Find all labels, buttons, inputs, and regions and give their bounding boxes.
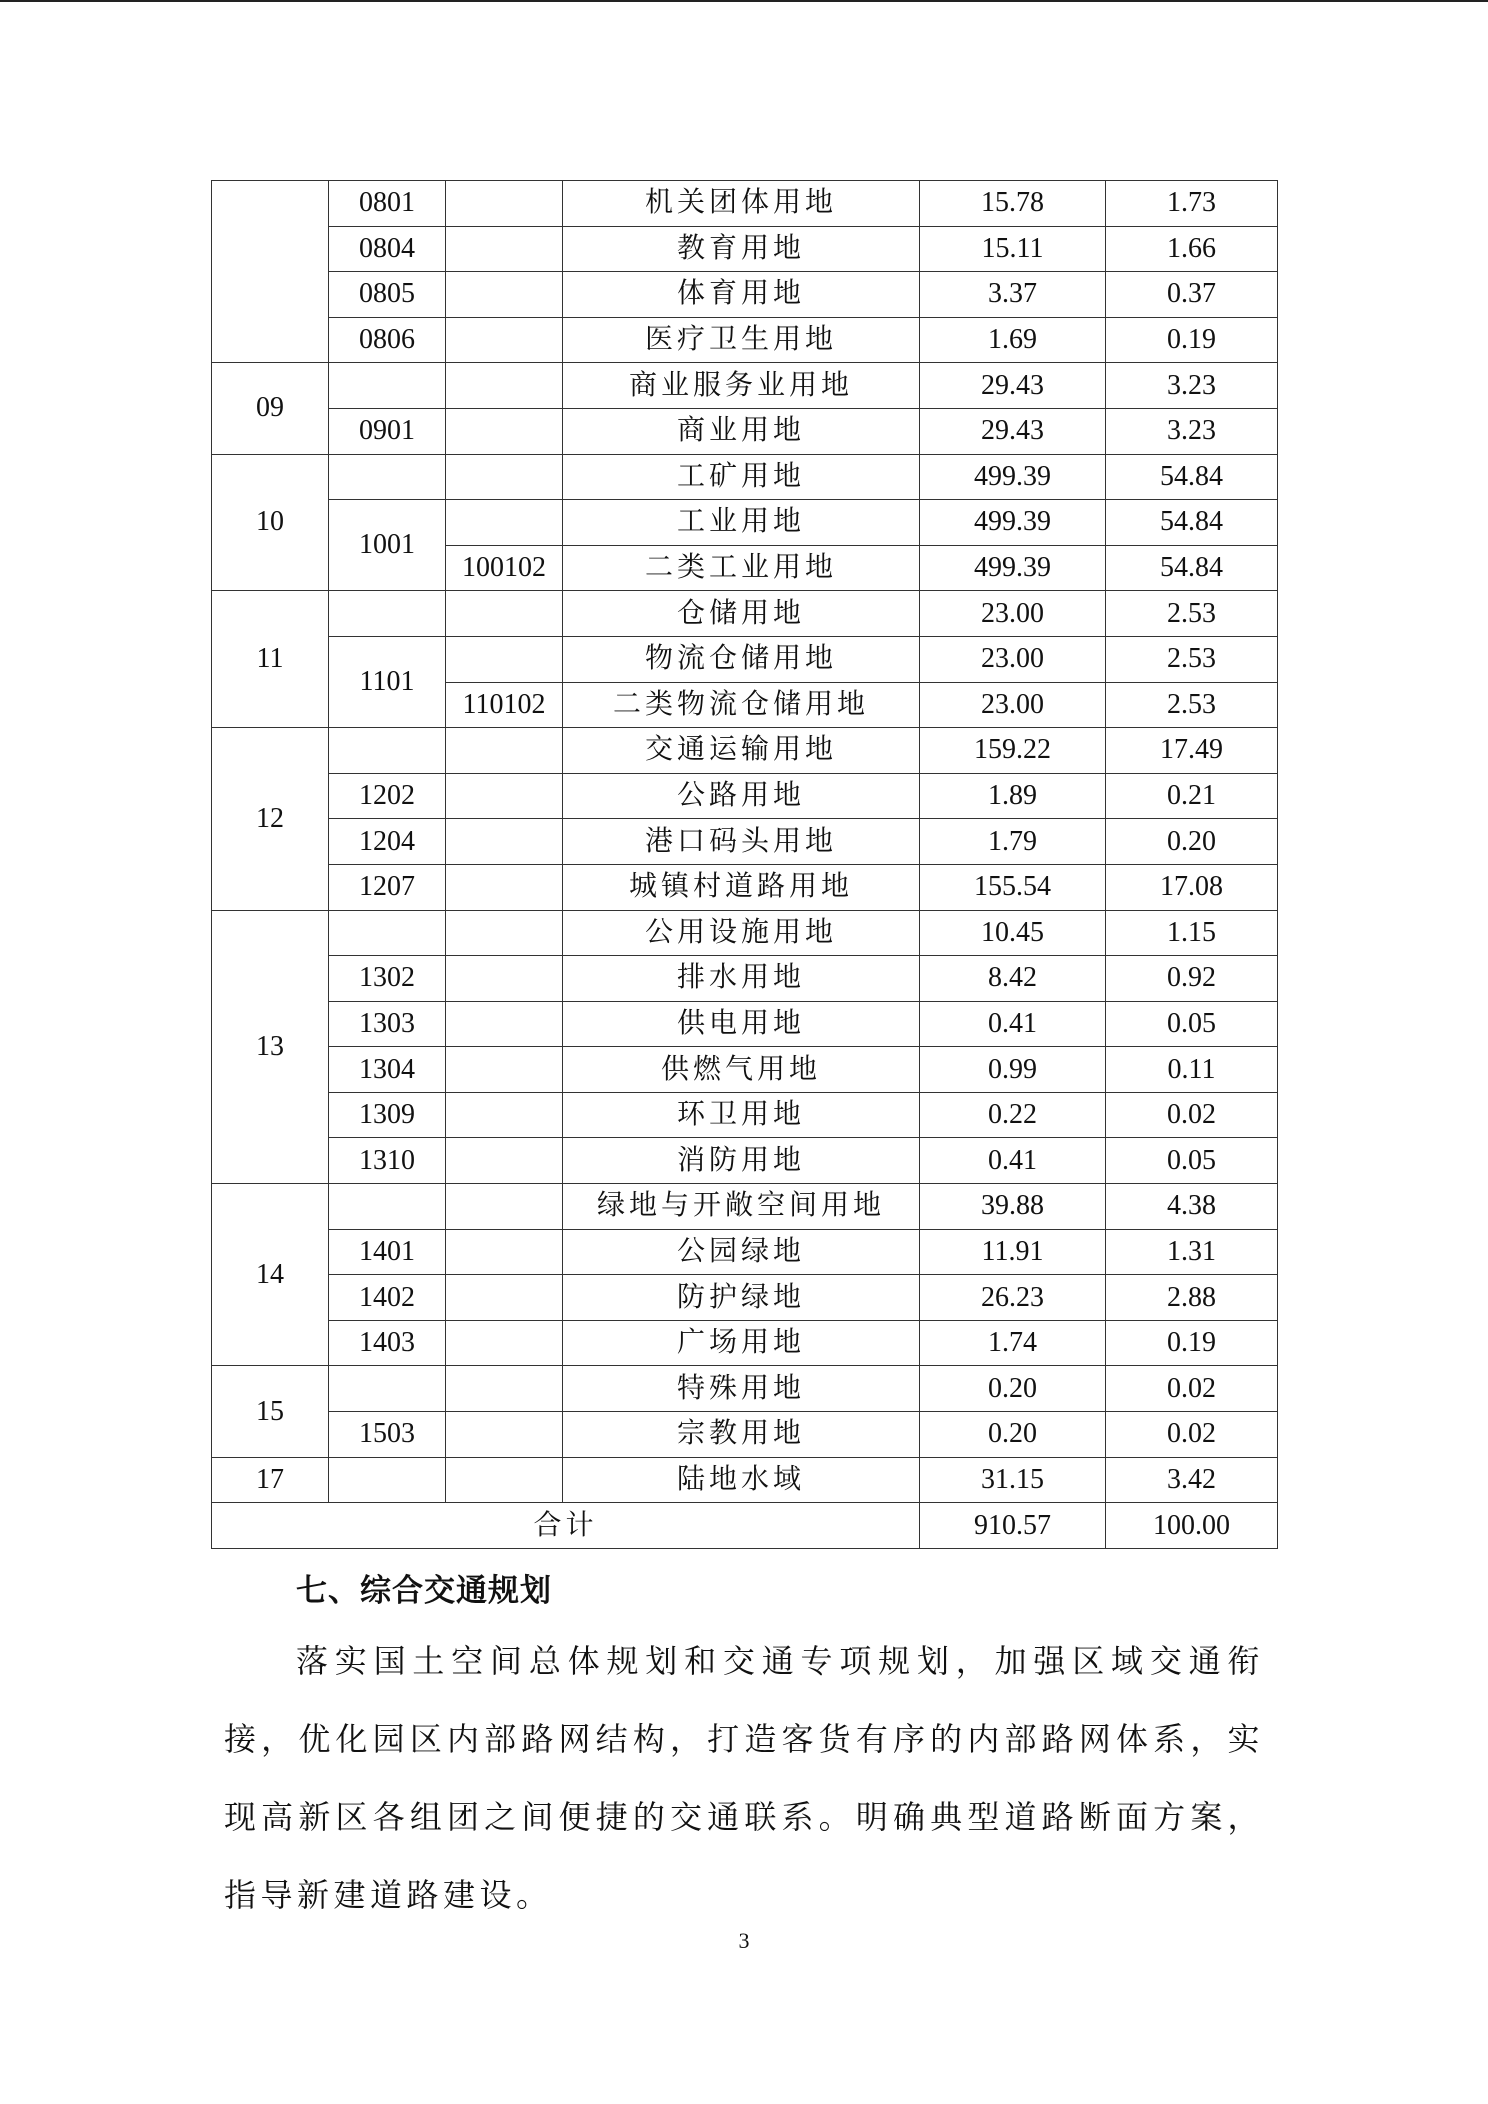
area-cell: 23.00	[920, 591, 1106, 637]
percentage-cell: 3.23	[1106, 408, 1278, 454]
detail-code-cell	[446, 181, 563, 227]
land-use-name-cell: 防护绿地	[563, 1275, 920, 1321]
area-cell: 159.22	[920, 728, 1106, 774]
detail-code-cell	[446, 1001, 563, 1047]
detail-code-cell	[446, 636, 563, 682]
land-use-name-cell: 特殊用地	[563, 1366, 920, 1412]
category-code-cell: 10	[212, 454, 329, 591]
area-cell: 0.41	[920, 1138, 1106, 1184]
land-use-name-cell: 物流仓储用地	[563, 636, 920, 682]
percentage-cell: 0.21	[1106, 773, 1278, 819]
subcategory-code-cell: 1304	[329, 1047, 446, 1093]
area-cell: 29.43	[920, 363, 1106, 409]
land-use-name-cell: 城镇村道路用地	[563, 864, 920, 910]
page-number: 3	[738, 1928, 750, 1953]
detail-code-cell	[446, 1092, 563, 1138]
subcategory-code-cell: 1204	[329, 819, 446, 865]
area-cell: 0.20	[920, 1412, 1106, 1458]
table-row	[212, 956, 1278, 1002]
area-cell: 499.39	[920, 454, 1106, 500]
subcategory-code-cell: 1402	[329, 1275, 446, 1321]
section-paragraph: 落实国土空间总体规划和交通专项规划，加强区域交通衔接，优化园区内部路网结构，打造客货有序的内部路网体系，实现高新区各组团之间便捷的交通联系。明确典型道路断面方案，指导新建道路建设。	[224, 1643, 1264, 1913]
subcategory-code-cell: 0805	[329, 272, 446, 318]
category-code-cell: 09	[212, 363, 329, 454]
category-code-cell: 14	[212, 1184, 329, 1366]
land-use-name-cell: 二类工业用地	[563, 545, 920, 591]
land-use-name-cell: 港口码头用地	[563, 819, 920, 865]
subcategory-code-cell: 1101	[329, 636, 446, 727]
detail-code-cell	[446, 1457, 563, 1503]
percentage-cell: 0.02	[1106, 1092, 1278, 1138]
percentage-cell: 1.15	[1106, 910, 1278, 956]
table-row	[212, 500, 1278, 546]
table-row	[212, 454, 1278, 500]
detail-code-cell	[446, 773, 563, 819]
detail-code-cell	[446, 500, 563, 546]
detail-code-cell	[446, 819, 563, 865]
table-row	[212, 181, 1278, 227]
area-cell: 0.41	[920, 1001, 1106, 1047]
total-row	[212, 1503, 1278, 1549]
percentage-cell: 2.88	[1106, 1275, 1278, 1321]
detail-code-cell	[446, 1412, 563, 1458]
table-row	[212, 1320, 1278, 1366]
category-code-cell: 15	[212, 1366, 329, 1457]
category-code-cell: 11	[212, 591, 329, 728]
land-use-name-cell: 消防用地	[563, 1138, 920, 1184]
subcategory-code-cell	[329, 1366, 446, 1412]
percentage-cell: 1.73	[1106, 181, 1278, 227]
land-use-table-body	[212, 181, 1278, 1549]
table-row	[212, 910, 1278, 956]
land-use-name-cell: 机关团体用地	[563, 181, 920, 227]
detail-code-cell	[446, 1138, 563, 1184]
land-use-name-cell: 陆地水域	[563, 1457, 920, 1503]
subcategory-code-cell: 1310	[329, 1138, 446, 1184]
table-row	[212, 363, 1278, 409]
land-use-name-cell: 环卫用地	[563, 1092, 920, 1138]
land-use-name-cell: 教育用地	[563, 226, 920, 272]
detail-code-cell	[446, 454, 563, 500]
table-row	[212, 1092, 1278, 1138]
area-cell: 10.45	[920, 910, 1106, 956]
area-cell: 39.88	[920, 1184, 1106, 1230]
detail-code-cell	[446, 226, 563, 272]
land-use-name-cell: 仓储用地	[563, 591, 920, 637]
land-use-name-cell: 二类物流仓储用地	[563, 682, 920, 728]
land-use-name-cell: 工矿用地	[563, 454, 920, 500]
area-cell: 23.00	[920, 682, 1106, 728]
land-use-name-cell: 公用设施用地	[563, 910, 920, 956]
percentage-cell: 0.05	[1106, 1001, 1278, 1047]
category-code-cell: 13	[212, 910, 329, 1184]
subcategory-code-cell	[329, 1457, 446, 1503]
land-use-name-cell: 公路用地	[563, 773, 920, 819]
table-row	[212, 728, 1278, 774]
table-row	[212, 408, 1278, 454]
category-code-cell: 12	[212, 728, 329, 910]
area-cell: 155.54	[920, 864, 1106, 910]
subcategory-code-cell: 1401	[329, 1229, 446, 1275]
subcategory-code-cell: 1303	[329, 1001, 446, 1047]
land-use-name-cell: 公园绿地	[563, 1229, 920, 1275]
land-use-name-cell: 商业用地	[563, 408, 920, 454]
area-cell: 15.78	[920, 181, 1106, 227]
percentage-cell: 54.84	[1106, 454, 1278, 500]
area-cell: 23.00	[920, 636, 1106, 682]
area-cell: 3.37	[920, 272, 1106, 318]
percentage-cell: 0.02	[1106, 1412, 1278, 1458]
detail-code-cell	[446, 864, 563, 910]
area-cell: 499.39	[920, 545, 1106, 591]
section-heading: 七、综合交通规划	[296, 1573, 552, 1609]
land-use-name-cell: 供燃气用地	[563, 1047, 920, 1093]
category-code-cell	[212, 181, 329, 363]
subcategory-code-cell	[329, 363, 446, 409]
land-use-name-cell: 工业用地	[563, 500, 920, 546]
detail-code-cell: 100102	[446, 545, 563, 591]
area-cell: 0.22	[920, 1092, 1106, 1138]
table-row	[212, 1184, 1278, 1230]
subcategory-code-cell: 0801	[329, 181, 446, 227]
percentage-cell: 17.08	[1106, 864, 1278, 910]
table-row	[212, 819, 1278, 865]
total-percentage-cell: 100.00	[1106, 1503, 1278, 1549]
percentage-cell: 2.53	[1106, 636, 1278, 682]
subcategory-code-cell: 1207	[329, 864, 446, 910]
percentage-cell: 0.19	[1106, 317, 1278, 363]
detail-code-cell	[446, 363, 563, 409]
land-use-name-cell: 宗教用地	[563, 1412, 920, 1458]
table-row	[212, 1366, 1278, 1412]
detail-code-cell	[446, 1275, 563, 1321]
percentage-cell: 0.02	[1106, 1366, 1278, 1412]
subcategory-code-cell	[329, 728, 446, 774]
detail-code-cell	[446, 956, 563, 1002]
subcategory-code-cell: 1202	[329, 773, 446, 819]
percentage-cell: 54.84	[1106, 545, 1278, 591]
total-area-cell: 910.57	[920, 1503, 1106, 1549]
percentage-cell: 0.92	[1106, 956, 1278, 1002]
detail-code-cell	[446, 272, 563, 318]
table-row	[212, 1047, 1278, 1093]
area-cell: 499.39	[920, 500, 1106, 546]
table-row	[212, 636, 1278, 682]
detail-code-cell	[446, 1184, 563, 1230]
area-cell: 15.11	[920, 226, 1106, 272]
land-use-table	[211, 180, 1278, 1549]
area-cell: 8.42	[920, 956, 1106, 1002]
table-row	[212, 1412, 1278, 1458]
land-use-name-cell: 绿地与开敞空间用地	[563, 1184, 920, 1230]
percentage-cell: 2.53	[1106, 591, 1278, 637]
table-row	[212, 317, 1278, 363]
subcategory-code-cell: 0901	[329, 408, 446, 454]
percentage-cell: 0.05	[1106, 1138, 1278, 1184]
detail-code-cell	[446, 1047, 563, 1093]
area-cell: 29.43	[920, 408, 1106, 454]
land-use-name-cell: 体育用地	[563, 272, 920, 318]
area-cell: 0.99	[920, 1047, 1106, 1093]
table-row	[212, 1138, 1278, 1184]
table-row	[212, 864, 1278, 910]
page-top-border	[0, 0, 1488, 2]
land-use-name-cell: 供电用地	[563, 1001, 920, 1047]
area-cell: 1.89	[920, 773, 1106, 819]
subcategory-code-cell	[329, 910, 446, 956]
table-row	[212, 226, 1278, 272]
land-use-name-cell: 广场用地	[563, 1320, 920, 1366]
area-cell: 11.91	[920, 1229, 1106, 1275]
percentage-cell: 1.31	[1106, 1229, 1278, 1275]
subcategory-code-cell	[329, 454, 446, 500]
subcategory-code-cell	[329, 1184, 446, 1230]
land-use-name-cell: 商业服务业用地	[563, 363, 920, 409]
subcategory-code-cell: 1001	[329, 500, 446, 591]
subcategory-code-cell: 1403	[329, 1320, 446, 1366]
detail-code-cell	[446, 408, 563, 454]
area-cell: 1.69	[920, 317, 1106, 363]
subcategory-code-cell	[329, 591, 446, 637]
area-cell: 1.74	[920, 1320, 1106, 1366]
percentage-cell: 0.20	[1106, 819, 1278, 865]
percentage-cell: 0.37	[1106, 272, 1278, 318]
subcategory-code-cell: 1302	[329, 956, 446, 1002]
land-use-name-cell: 交通运输用地	[563, 728, 920, 774]
table-row	[212, 773, 1278, 819]
category-code-cell: 17	[212, 1457, 329, 1503]
percentage-cell: 0.19	[1106, 1320, 1278, 1366]
total-label-cell: 合计	[212, 1503, 920, 1549]
detail-code-cell	[446, 1366, 563, 1412]
area-cell: 26.23	[920, 1275, 1106, 1321]
land-use-name-cell: 排水用地	[563, 956, 920, 1002]
area-cell: 0.20	[920, 1366, 1106, 1412]
percentage-cell: 1.66	[1106, 226, 1278, 272]
table-row	[212, 272, 1278, 318]
detail-code-cell	[446, 1320, 563, 1366]
table-row	[212, 1229, 1278, 1275]
land-use-name-cell: 医疗卫生用地	[563, 317, 920, 363]
subcategory-code-cell: 0806	[329, 317, 446, 363]
percentage-cell: 4.38	[1106, 1184, 1278, 1230]
detail-code-cell	[446, 910, 563, 956]
table-row	[212, 591, 1278, 637]
percentage-cell: 2.53	[1106, 682, 1278, 728]
table-row	[212, 1457, 1278, 1503]
percentage-cell: 17.49	[1106, 728, 1278, 774]
table-row	[212, 1001, 1278, 1047]
table-row	[212, 1275, 1278, 1321]
detail-code-cell	[446, 591, 563, 637]
detail-code-cell: 110102	[446, 682, 563, 728]
detail-code-cell	[446, 1229, 563, 1275]
percentage-cell: 54.84	[1106, 500, 1278, 546]
detail-code-cell	[446, 317, 563, 363]
percentage-cell: 3.42	[1106, 1457, 1278, 1503]
subcategory-code-cell: 1503	[329, 1412, 446, 1458]
area-cell: 31.15	[920, 1457, 1106, 1503]
subcategory-code-cell: 1309	[329, 1092, 446, 1138]
percentage-cell: 0.11	[1106, 1047, 1278, 1093]
detail-code-cell	[446, 728, 563, 774]
area-cell: 1.79	[920, 819, 1106, 865]
subcategory-code-cell: 0804	[329, 226, 446, 272]
percentage-cell: 3.23	[1106, 363, 1278, 409]
